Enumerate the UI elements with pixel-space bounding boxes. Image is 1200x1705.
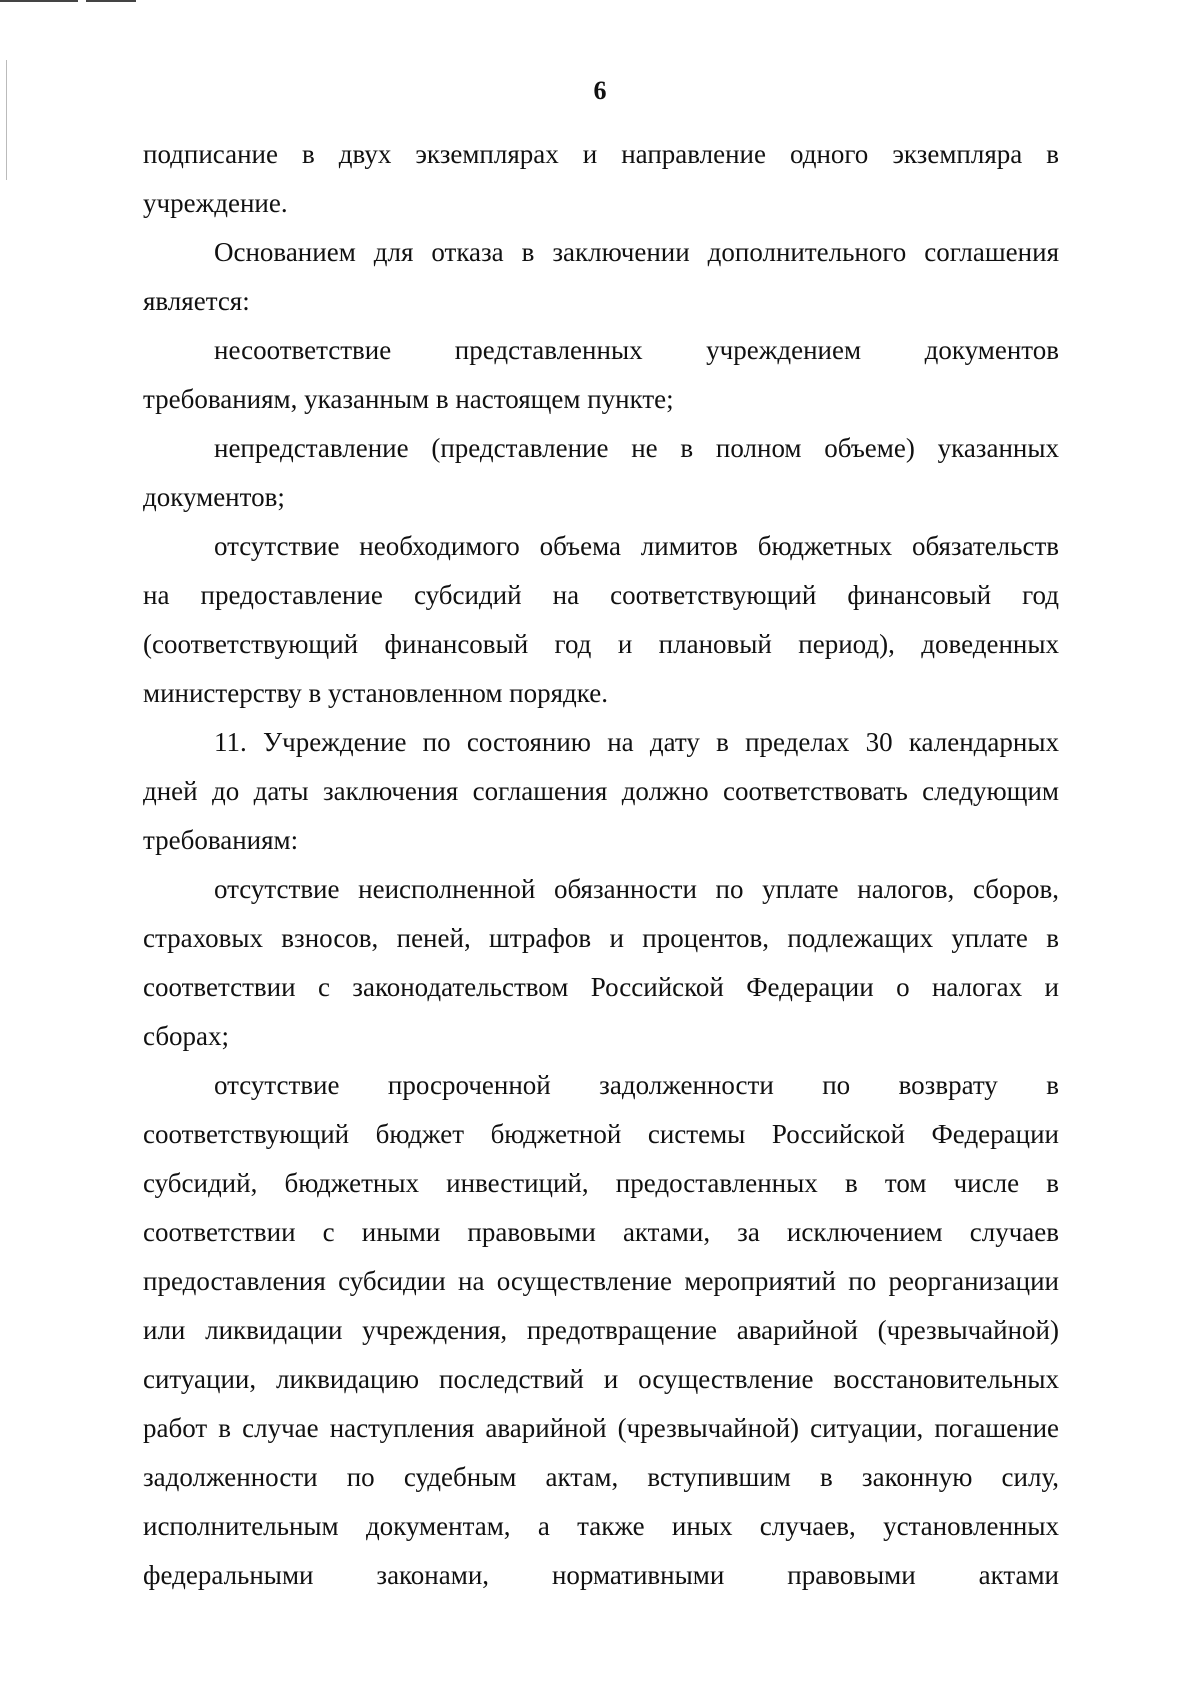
text-line: учреждение.	[143, 188, 288, 218]
text-line: федеральными законами, нормативными правовыми актами	[143, 1560, 1059, 1590]
text-line: Основанием для отказа в заключении дополнительного соглашения	[214, 237, 1059, 267]
text-line: требованиям, указанным в настоящем пункте;	[143, 384, 674, 414]
text-line: работ в случае наступления аварийной (чрезвычайной) ситуации, погашение	[143, 1413, 1059, 1443]
text-line: является:	[143, 286, 250, 316]
text-line: на предоставление субсидий на соответствующий финансовый год	[143, 580, 1059, 610]
text-line: сборах;	[143, 1021, 230, 1051]
text-line: субсидий, бюджетных инвестиций, предоставленных в том числе в	[143, 1168, 1059, 1198]
text-line: предоставления субсидии на осуществление мероприятий по реорганизации	[143, 1266, 1059, 1296]
text-line: (соответствующий финансовый год и плановый период), доведенных	[143, 629, 1059, 659]
text-line: соответствии с иными правовыми актами, за исключением случаев	[143, 1217, 1059, 1247]
text-line: отсутствие неисполненной обязанности по уплате налогов, сборов,	[214, 874, 1059, 904]
page-number: 6	[593, 76, 607, 105]
text-line: соответствующий бюджет бюджетной системы Российской Федерации	[143, 1119, 1059, 1149]
text-line: страховых взносов, пеней, штрафов и процентов, подлежащих уплате в	[143, 923, 1059, 953]
text-line: исполнительным документам, а также иных случаев, установленных	[143, 1511, 1059, 1541]
text-line: подписание в двух экземплярах и направление одного экземпляра в	[143, 139, 1059, 169]
text-line: отсутствие необходимого объема лимитов бюджетных обязательств	[214, 531, 1059, 561]
text-line: министерству в установленном порядке.	[143, 678, 608, 708]
text-line: требованиям:	[143, 825, 299, 855]
text-line: документов;	[143, 482, 285, 512]
text-line: или ликвидации учреждения, предотвращение аварийной (чрезвычайной)	[143, 1315, 1059, 1345]
text-line: соответствии с законодательством Российской Федерации о налогах и	[143, 972, 1059, 1002]
text-line: ситуации, ликвидацию последствий и осуществление восстановительных	[143, 1364, 1059, 1394]
text-line: отсутствие просроченной задолженности по возврату в	[214, 1070, 1059, 1100]
text-line: несоответствие представленных учреждением документов	[214, 335, 1059, 365]
text-line: непредставление (представление не в полном объеме) указанных	[214, 433, 1059, 463]
text-line: задолженности по судебным актам, вступившим в законную силу,	[143, 1462, 1059, 1492]
scan-edge-mark	[86, 0, 136, 2]
text-line: дней до даты заключения соглашения должно соответствовать следующим	[143, 776, 1059, 806]
scan-edge-mark	[0, 0, 78, 2]
text-line: 11. Учреждение по состоянию на дату в пределах 30 календарных	[214, 727, 1059, 757]
